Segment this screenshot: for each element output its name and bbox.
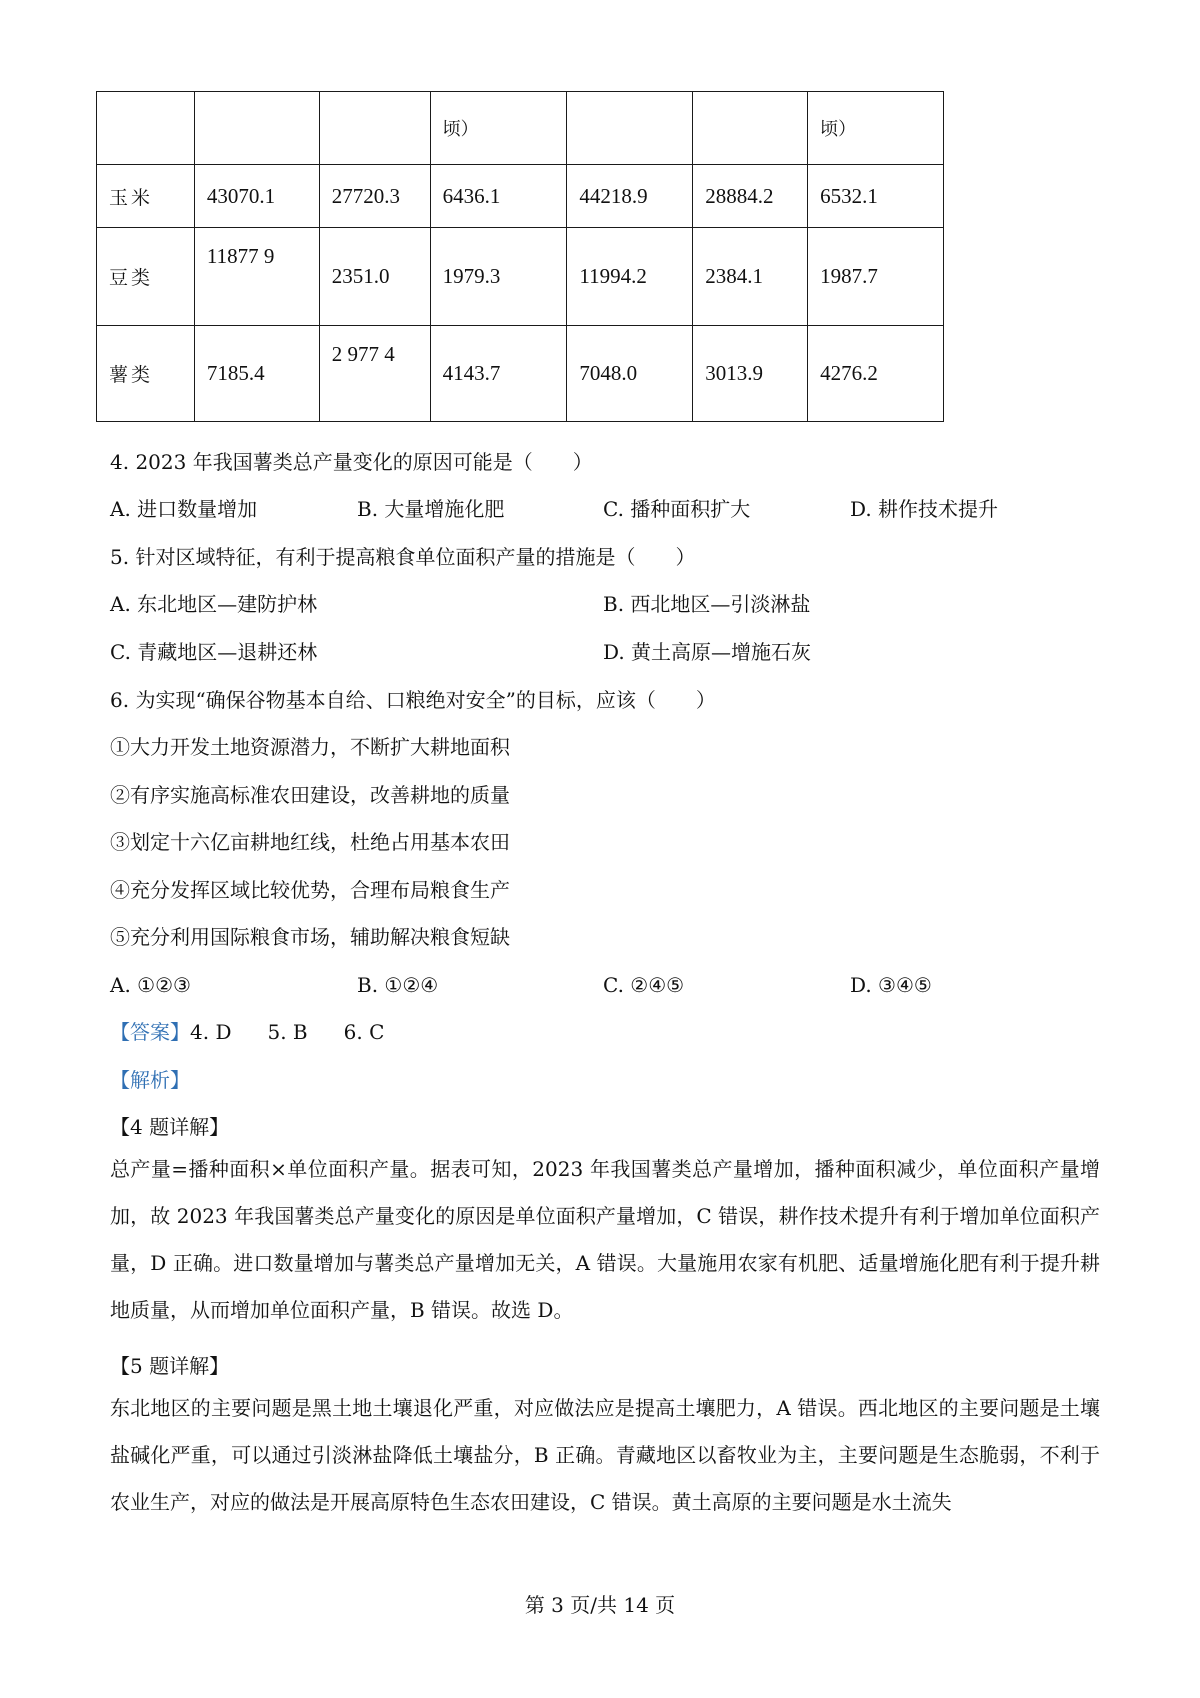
table-cell: 43070.1 bbox=[194, 165, 319, 228]
table-cell bbox=[319, 92, 430, 165]
table-cell: 11877 9 bbox=[194, 228, 319, 326]
table-cell: 3013.9 bbox=[693, 326, 808, 422]
q5-option-d: D. 黄土高原—增施石灰 bbox=[603, 640, 812, 664]
crop-name-cell: 薯类 bbox=[97, 326, 195, 422]
crop-name-cell: 玉米 bbox=[97, 165, 195, 228]
answer-label: 【答案】 bbox=[110, 1020, 190, 1044]
table-cell: 4276.2 bbox=[808, 326, 944, 422]
answer-value: 4. D bbox=[190, 1020, 232, 1044]
answer-value: 5. B bbox=[267, 1020, 308, 1044]
crop-name-cell: 豆类 bbox=[97, 228, 195, 326]
q6-statement-5: ⑤充分利用国际粮食市场，辅助解决粮食短缺 bbox=[110, 925, 510, 949]
table-row bbox=[97, 326, 944, 422]
q6-statement-1: ①大力开发土地资源潜力，不断扩大耕地面积 bbox=[110, 735, 510, 759]
question-5-stem: 5. 针对区域特征，有利于提高粮食单位面积产量的措施是（ ） bbox=[110, 545, 696, 569]
table-cell: 1979.3 bbox=[430, 228, 567, 326]
table-cell bbox=[194, 92, 319, 165]
table-header-row bbox=[97, 92, 944, 165]
answer-value: 6. C bbox=[343, 1020, 385, 1044]
q4-option-d: D. 耕作技术提升 bbox=[850, 497, 999, 521]
detail-5-heading: 【5 题详解】 bbox=[110, 1354, 230, 1378]
question-4-stem: 4. 2023 年我国薯类总产量变化的原因可能是（ ） bbox=[110, 450, 593, 474]
q6-option-c: C. ②④⑤ bbox=[603, 973, 685, 997]
q6-option-a: A. ①②③ bbox=[110, 973, 191, 997]
analysis-label: 【解析】 bbox=[110, 1068, 190, 1092]
q6-statement-2: ②有序实施高标准农田建设，改善耕地的质量 bbox=[110, 783, 510, 807]
table-cell: 11994.2 bbox=[567, 228, 693, 326]
table-cell: 7185.4 bbox=[194, 326, 319, 422]
table-cell: 1987.7 bbox=[808, 228, 944, 326]
q4-option-b: B. 大量增施化肥 bbox=[357, 497, 505, 521]
table-cell: 27720.3 bbox=[319, 165, 430, 228]
table-cell: 2351.0 bbox=[319, 228, 430, 326]
q4-option-a: A. 进口数量增加 bbox=[110, 497, 258, 521]
q5-option-c: C. 青藏地区—退耕还林 bbox=[110, 640, 318, 664]
table-cell bbox=[693, 92, 808, 165]
detail-4-text: 总产量=播种面积×单位面积产量。据表可知，2023 年我国薯类总产量增加，播种面积减少，单位面积产量增加，故 2023 年我国薯类总产量变化的原因是单位面积产量增加，C 错误，耕作技术提升有利于增加单位面积产量，D 正确。进口数量增加与薯类总产量增加无关，A 错误。大量施用农家有机肥、适量增施化肥有利于提升耕地质量，从而增加单位面积产量，B 错误。故选 D。 bbox=[110, 1157, 1100, 1322]
table-row bbox=[97, 165, 944, 228]
q5-option-b: B. 西北地区—引淡淋盐 bbox=[603, 592, 811, 616]
q6-option-b: B. ①②④ bbox=[357, 973, 439, 997]
table-cell bbox=[567, 92, 693, 165]
answer-line bbox=[110, 1018, 384, 1046]
table-cell: 2384.1 bbox=[693, 228, 808, 326]
table-cell: 44218.9 bbox=[567, 165, 693, 228]
detail-4-heading: 【4 题详解】 bbox=[110, 1115, 230, 1139]
table-cell: 顷） bbox=[808, 92, 944, 165]
table-cell: 28884.2 bbox=[693, 165, 808, 228]
table-cell: 7048.0 bbox=[567, 326, 693, 422]
table-cell: 4143.7 bbox=[430, 326, 567, 422]
q6-option-d: D. ③④⑤ bbox=[850, 973, 932, 997]
detail-5-text: 东北地区的主要问题是黑土地土壤退化严重，对应做法应是提高土壤肥力，A 错误。西北地区的主要问题是土壤盐碱化严重，可以通过引淡淋盐降低土壤盐分，B 正确。青藏地区以畜牧业为主，主要问题是生态脆弱，不利于农业生产，对应的做法是开展高原特色生态农田建设，C 错误。黄土高原的主要问题是水土流失 bbox=[110, 1396, 1100, 1514]
grain-data-table bbox=[96, 91, 944, 422]
table-cell bbox=[97, 92, 195, 165]
q6-statement-3: ③划定十六亿亩耕地红线，杜绝占用基本农田 bbox=[110, 830, 510, 854]
page-number-footer: 第 3 页/共 14 页 bbox=[524, 1593, 676, 1617]
table-cell: 2 977 4 bbox=[319, 326, 430, 422]
table-cell: 6436.1 bbox=[430, 165, 567, 228]
question-6-stem: 6. 为实现“确保谷物基本自给、口粮绝对安全”的目标，应该（ ） bbox=[110, 688, 716, 712]
table-row bbox=[97, 228, 944, 326]
q5-option-a: A. 东北地区—建防护林 bbox=[110, 592, 318, 616]
table-cell: 6532.1 bbox=[808, 165, 944, 228]
table-cell: 顷） bbox=[430, 92, 567, 165]
q6-statement-4: ④充分发挥区域比较优势，合理布局粮食生产 bbox=[110, 878, 510, 902]
q4-option-c: C. 播种面积扩大 bbox=[603, 497, 751, 521]
